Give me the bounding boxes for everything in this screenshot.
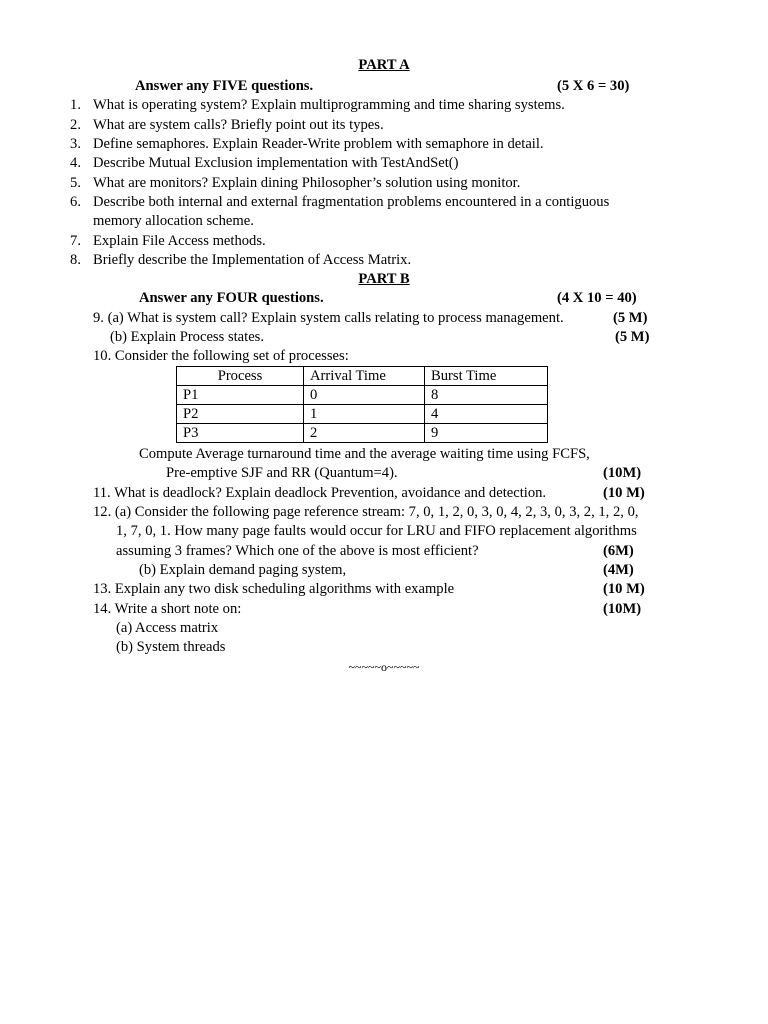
table-cell: P3 xyxy=(177,424,304,443)
question-number: 4. xyxy=(70,155,81,171)
question-text: What are monitors? Explain dining Philosopher’s solution using monitor. xyxy=(93,175,521,191)
question-12-line1: 12. (a) Consider the following page reference stream: 7, 0, 1, 2, 0, 3, 0, 4, 2, 3, 0, 3, 2, 1, 2, 0, xyxy=(93,504,639,520)
footer-separator: ~~~~~o~~~~~ xyxy=(348,660,420,674)
question-number: 1. xyxy=(70,97,81,113)
question-12b: (b) Explain demand paging system, xyxy=(139,562,347,578)
table-header-cell: Process xyxy=(177,367,304,386)
part-b-instruction: Answer any FOUR questions. xyxy=(139,290,324,306)
part-b-heading: PART B xyxy=(358,271,410,287)
question-text: Describe both internal and external fragmentation problems encountered in a contiguous xyxy=(93,194,610,210)
table-row xyxy=(177,405,548,424)
question-number: 6. xyxy=(70,194,81,210)
question-12a-marks: (6M) xyxy=(603,543,634,559)
table-cell: 1 xyxy=(304,405,425,424)
table-cell: 9 xyxy=(425,424,548,443)
question-text: Explain File Access methods. xyxy=(93,233,266,249)
part-a-heading: PART A xyxy=(358,57,410,73)
question-10: 10. Consider the following set of processes: xyxy=(93,348,349,364)
question-text-continued: memory allocation scheme. xyxy=(93,213,254,229)
part-a-marks: (5 X 6 = 30) xyxy=(557,78,630,94)
table-cell: 4 xyxy=(425,405,548,424)
question-9b-marks: (5 M) xyxy=(615,329,650,345)
question-11: 11. What is deadlock? Explain deadlock Prevention, avoidance and detection. xyxy=(93,485,547,501)
question-10-text-line1: Compute Average turnaround time and the average waiting time using FCFS, xyxy=(139,446,590,462)
question-text: Briefly describe the Implementation of Access Matrix. xyxy=(93,252,412,268)
question-number: 7. xyxy=(70,233,81,249)
question-number: 3. xyxy=(70,136,81,152)
question-11-marks: (10 M) xyxy=(603,485,645,501)
question-12-line2: 1, 7, 0, 1. How many page faults would occur for LRU and FIFO replacement algorithms xyxy=(116,523,637,539)
question-13: 13. Explain any two disk scheduling algorithms with example xyxy=(93,581,455,597)
question-text: Define semaphores. Explain Reader-Write problem with semaphore in detail. xyxy=(93,136,544,152)
question-number: 8. xyxy=(70,252,81,268)
question-10-marks: (10M) xyxy=(603,465,642,481)
question-14b: (b) System threads xyxy=(116,639,226,655)
part-b-marks: (4 X 10 = 40) xyxy=(557,290,637,306)
question-12b-marks: (4M) xyxy=(603,562,634,578)
table-cell: P1 xyxy=(177,386,304,405)
question-9a-marks: (5 M) xyxy=(613,310,648,326)
process-table xyxy=(176,366,548,443)
table-header-cell: Burst Time xyxy=(425,367,548,386)
question-text: What are system calls? Briefly point out its types. xyxy=(93,117,384,133)
table-header-cell: Arrival Time xyxy=(304,367,425,386)
question-number: 2. xyxy=(70,117,81,133)
question-number: 5. xyxy=(70,175,81,191)
part-a-instruction: Answer any FIVE questions. xyxy=(135,78,314,94)
question-text: Describe Mutual Exclusion implementation with TestAndSet() xyxy=(93,155,459,171)
question-9b: (b) Explain Process states. xyxy=(110,329,265,345)
table-header-row xyxy=(177,367,548,386)
question-12-line3: assuming 3 frames? Which one of the above is most efficient? xyxy=(116,543,479,559)
question-14-marks: (10M) xyxy=(603,601,642,617)
question-14a: (a) Access matrix xyxy=(116,620,219,636)
table-cell: 8 xyxy=(425,386,548,405)
question-9a: 9. (a) What is system call? Explain system calls relating to process management. xyxy=(93,310,564,326)
table-row xyxy=(177,424,548,443)
question-10-text-line2: Pre-emptive SJF and RR (Quantum=4). xyxy=(166,465,398,481)
table-row xyxy=(177,386,548,405)
table-cell: 2 xyxy=(304,424,425,443)
question-13-marks: (10 M) xyxy=(603,581,645,597)
table-cell: P2 xyxy=(177,405,304,424)
table-cell: 0 xyxy=(304,386,425,405)
question-14: 14. Write a short note on: xyxy=(93,601,242,617)
question-text: What is operating system? Explain multiprogramming and time sharing systems. xyxy=(93,97,565,113)
